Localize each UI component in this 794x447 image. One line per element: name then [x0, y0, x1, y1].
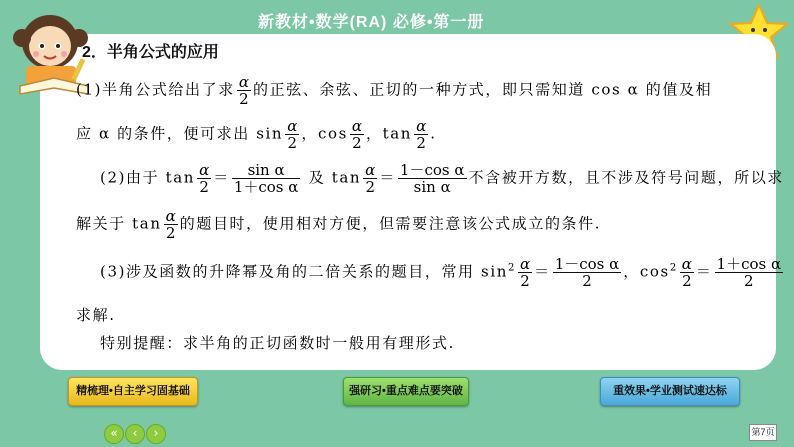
p2-text-g: 的题目时，使用相对方便，但需要注意该公式成立的条件. — [179, 214, 602, 233]
paragraph-3-line-2 — [76, 304, 116, 325]
square-exponent: 2 — [669, 262, 678, 274]
p3-text-c: ，cos — [623, 262, 670, 281]
fraction-alpha-over-2: $\frac{\alpha}{2}$ — [238, 73, 249, 108]
fraction-alpha-over-2: $\frac{\alpha}{2}$ — [519, 255, 531, 290]
fraction-sin-over-1pluscos: $\frac{\text{sin α}}{\text{1＋cos α}}$ — [233, 161, 299, 196]
p1-text-a: (1)半角公式给出了求 — [76, 80, 235, 99]
fraction-alpha-over-2: $\frac{\alpha}{2}$ — [351, 117, 363, 152]
prev-page-button[interactable]: ‹ — [125, 424, 145, 444]
paragraph-2-line-2 — [76, 208, 601, 241]
p1-text-d: ，cos — [301, 124, 348, 143]
p3-text-e: 求解. — [76, 306, 116, 324]
paragraph-3-line-1 — [100, 256, 785, 289]
p1-text-c: 应 α 的条件，便可求出 sin — [76, 124, 284, 143]
square-exponent: 2 — [507, 262, 516, 274]
fraction-1pluscos-over-2: $\frac{\text{1＋cos α}}{2}$ — [716, 255, 782, 290]
assessment-button[interactable]: 重效果•学业测试速达标 — [600, 377, 740, 406]
fraction-1minuscos-over-sin: $\frac{\text{1－cos α}}{\text{sin α}}$ — [399, 161, 465, 196]
p2-text-e: 不含被开方数，且不涉及符号问题，所以求 — [468, 168, 784, 187]
p1-text-e: ，tan — [366, 124, 413, 143]
self-study-button[interactable]: 精梳理•自主学习固基础 — [68, 377, 198, 406]
first-page-button[interactable]: « — [104, 424, 124, 444]
fraction-alpha-over-2: $\frac{\alpha}{2}$ — [416, 117, 427, 152]
p3-text-d: ＝ — [695, 262, 713, 281]
fraction-alpha-over-2: $\frac{\alpha}{2}$ — [165, 207, 176, 242]
next-page-button[interactable]: › — [146, 424, 166, 444]
section-title: 2．半角公式的应用 — [82, 44, 219, 61]
paragraph-1-line-1 — [76, 74, 712, 107]
paragraph-1-line-2 — [76, 118, 437, 151]
paragraph-2-line-1 — [100, 162, 784, 195]
p1-text-f: . — [430, 124, 437, 143]
fraction-1minuscos-over-2: $\frac{\text{1－cos α}}{2}$ — [554, 255, 620, 290]
fraction-alpha-over-2: $\frac{\alpha}{2}$ — [199, 161, 210, 196]
fraction-alpha-over-2: $\frac{\alpha}{2}$ — [681, 255, 692, 290]
fraction-alpha-over-2: $\frac{\alpha}{2}$ — [365, 161, 376, 196]
p2-text-b: ＝ — [213, 168, 230, 187]
page-number: 第7页 — [749, 424, 777, 441]
fraction-alpha-over-2: $\frac{\alpha}{2}$ — [287, 117, 298, 152]
header-title: 新教材•数学(RA) 必修•第一册 — [258, 14, 485, 31]
p3-text-b: ＝ — [534, 262, 551, 281]
p2-text-f: 解关于 tan — [76, 214, 162, 233]
p2-text-c: 及 tan — [302, 168, 362, 187]
special-note: 特别提醒：求半角的正切函数时一般用有理形式. — [100, 334, 455, 352]
p2-text-d: ＝ — [379, 168, 396, 187]
key-points-button[interactable]: 强研习•重点难点要突破 — [343, 377, 469, 406]
p2-text-a: (2)由于 tan — [100, 168, 196, 187]
p3-text-a: (3)涉及函数的升降幂及角的二倍关系的题目，常用 sin — [100, 262, 508, 281]
p1-text-b: 的正弦、余弦、正切的一种方式，即只需知道 cos α 的值及相 — [253, 80, 713, 99]
